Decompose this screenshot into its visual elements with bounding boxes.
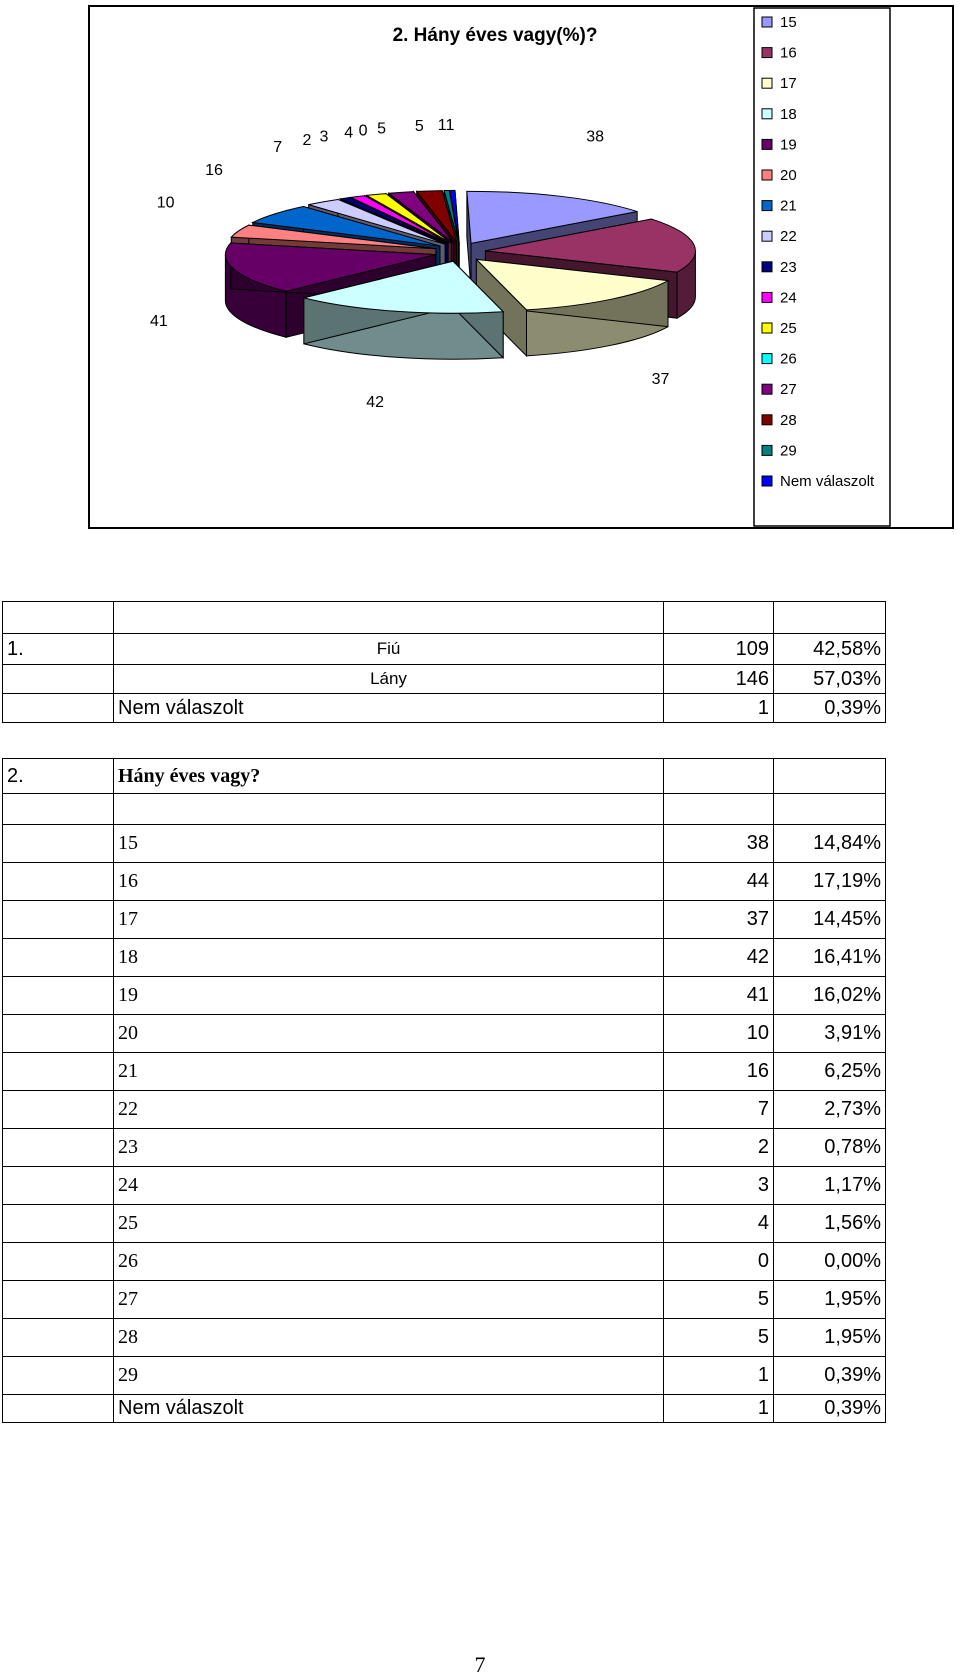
pie-data-label: 41	[149, 312, 168, 330]
legend-label: 29	[780, 442, 797, 460]
legend-swatch	[762, 17, 772, 27]
answer-percent: 42,58%	[774, 634, 886, 665]
table-row	[3, 939, 886, 977]
age-count: 4	[664, 1205, 774, 1243]
answer-count: 146	[664, 665, 774, 694]
age-percent: 1,95%	[774, 1281, 886, 1319]
age-count: 37	[664, 901, 774, 939]
age-count: 7	[664, 1091, 774, 1129]
legend-swatch	[762, 323, 772, 333]
age-count: 44	[664, 863, 774, 901]
legend-swatch	[762, 231, 772, 241]
legend-swatch	[762, 262, 772, 272]
page-number: 7	[474, 1652, 486, 1677]
pie-data-label: 7	[273, 138, 283, 156]
age-label: 24	[114, 1167, 664, 1205]
age-percent: 16,02%	[774, 977, 886, 1015]
table-row	[3, 694, 886, 723]
row-spacer	[3, 1319, 114, 1357]
legend-label: 18	[780, 105, 797, 123]
age-label: 20	[114, 1015, 664, 1053]
legend-swatch	[762, 445, 772, 455]
age-count: 38	[664, 825, 774, 863]
age-label: 16	[114, 863, 664, 901]
pie-data-label: 37	[651, 371, 670, 389]
age-percent: 2,73%	[774, 1091, 886, 1129]
legend-swatch	[762, 476, 772, 486]
row-spacer	[3, 1205, 114, 1243]
table-row	[3, 977, 886, 1015]
legend-label: 23	[780, 258, 797, 276]
legend-swatch	[762, 139, 772, 149]
age-count: 41	[664, 977, 774, 1015]
question-title: Hány éves vagy?	[114, 759, 664, 794]
table-header-row	[3, 759, 886, 794]
age-label: 26	[114, 1243, 664, 1281]
age-label: 27	[114, 1281, 664, 1319]
gender-table	[2, 601, 886, 723]
table-row	[3, 1129, 886, 1167]
legend-swatch	[762, 354, 772, 364]
legend-swatch	[762, 384, 772, 394]
age-count: 42	[664, 939, 774, 977]
table-row	[3, 1091, 886, 1129]
legend-swatch	[762, 78, 772, 88]
table-row	[3, 1015, 886, 1053]
age-label: 17	[114, 901, 664, 939]
age-percent: 0,39%	[774, 1395, 886, 1423]
legend-swatch	[762, 48, 772, 58]
age-count: 5	[664, 1319, 774, 1357]
pie-data-label: 10	[156, 194, 175, 212]
age-label: 21	[114, 1053, 664, 1091]
age-percent: 14,84%	[774, 825, 886, 863]
row-spacer	[3, 1281, 114, 1319]
legend-label: 21	[780, 197, 797, 215]
row-spacer	[3, 1053, 114, 1091]
age-percent: 14,45%	[774, 901, 886, 939]
age-count: 0	[664, 1243, 774, 1281]
legend-label: 27	[780, 381, 797, 399]
age-table	[2, 758, 886, 1423]
table-row	[3, 1243, 886, 1281]
row-spacer	[3, 901, 114, 939]
row-spacer	[3, 977, 114, 1015]
answer-label: Nem válaszolt	[114, 694, 664, 723]
table-row	[3, 1053, 886, 1091]
age-percent: 16,41%	[774, 939, 886, 977]
legend-label: 17	[780, 75, 797, 93]
age-label: 19	[114, 977, 664, 1015]
pie-data-label: 0	[358, 122, 368, 140]
row-spacer	[3, 1357, 114, 1395]
table-row	[3, 863, 886, 901]
table-row	[3, 665, 886, 694]
legend-label: Nem válaszolt	[780, 473, 875, 490]
pie-data-label: 42	[366, 394, 385, 412]
table-row	[3, 634, 886, 665]
row-spacer	[3, 1015, 114, 1053]
age-count: 16	[664, 1053, 774, 1091]
table-row	[3, 1205, 886, 1243]
row-spacer	[3, 1129, 114, 1167]
legend-swatch	[762, 415, 772, 425]
table-header-row	[3, 602, 886, 634]
row-spacer	[3, 939, 114, 977]
age-count: 5	[664, 1281, 774, 1319]
question-number: 1.	[3, 634, 114, 665]
pie-chart	[88, 5, 954, 529]
pie-data-label: 5	[377, 120, 387, 138]
age-label: 15	[114, 825, 664, 863]
row-spacer	[3, 1167, 114, 1205]
pie-data-label: 38	[586, 128, 605, 146]
age-count: 2	[664, 1129, 774, 1167]
row-spacer	[3, 1395, 114, 1423]
pie-data-label: 2	[302, 131, 312, 149]
age-percent: 1,56%	[774, 1205, 886, 1243]
pie-chart-svg	[90, 7, 952, 527]
table-row	[3, 1167, 886, 1205]
legend-label: 26	[780, 350, 797, 368]
pie-data-label: 1	[445, 116, 455, 134]
answer-count: 109	[664, 634, 774, 665]
age-label: 18	[114, 939, 664, 977]
age-label: 28	[114, 1319, 664, 1357]
legend-swatch	[762, 109, 772, 119]
row-spacer	[3, 1091, 114, 1129]
legend-swatch	[762, 292, 772, 302]
age-label: 23	[114, 1129, 664, 1167]
question-number	[3, 694, 114, 723]
age-percent: 0,39%	[774, 1357, 886, 1395]
age-label: Nem válaszolt	[114, 1395, 664, 1423]
table-row	[3, 1281, 886, 1319]
legend-label: 16	[780, 44, 797, 62]
legend-label: 28	[780, 411, 797, 429]
age-count: 1	[664, 1357, 774, 1395]
age-count: 3	[664, 1167, 774, 1205]
table-row	[3, 825, 886, 863]
legend-label: 25	[780, 320, 797, 337]
age-percent: 17,19%	[774, 863, 886, 901]
age-count: 10	[664, 1015, 774, 1053]
question-number	[3, 665, 114, 694]
legend-frame	[754, 8, 890, 526]
legend-label: 15	[780, 14, 797, 31]
row-spacer	[3, 863, 114, 901]
legend-swatch	[762, 201, 772, 211]
age-percent: 0,78%	[774, 1129, 886, 1167]
age-percent: 1,17%	[774, 1167, 886, 1205]
legend-label: 24	[780, 289, 797, 307]
pie-data-label: 1	[437, 117, 447, 135]
answer-percent: 0,39%	[774, 694, 886, 723]
table-row	[3, 1395, 886, 1423]
pie-data-label: 4	[344, 124, 354, 142]
pie-data-label: 3	[319, 128, 329, 146]
age-percent: 3,91%	[774, 1015, 886, 1053]
answer-label: Lány	[114, 665, 664, 694]
legend-swatch	[762, 170, 772, 180]
legend-label: 19	[780, 136, 797, 154]
age-label: 29	[114, 1357, 664, 1395]
answer-count: 1	[664, 694, 774, 723]
age-percent: 0,00%	[774, 1243, 886, 1281]
legend-label: 22	[780, 228, 797, 246]
row-spacer	[3, 1243, 114, 1281]
chart-legend	[754, 8, 890, 526]
age-percent: 1,95%	[774, 1319, 886, 1357]
pie-data-label: 5	[414, 117, 424, 135]
age-label: 25	[114, 1205, 664, 1243]
answer-percent: 57,03%	[774, 665, 886, 694]
legend-label: 20	[780, 167, 797, 184]
table-row	[3, 901, 886, 939]
age-percent: 6,25%	[774, 1053, 886, 1091]
row-spacer	[3, 825, 114, 863]
chart-title: 2. Hány éves vagy(%)?	[392, 25, 598, 46]
age-label: 22	[114, 1091, 664, 1129]
age-count: 1	[664, 1395, 774, 1423]
pie-data-label: 16	[205, 161, 223, 179]
table-row	[3, 1319, 886, 1357]
answer-label: Fiú	[114, 634, 664, 665]
question-number: 2.	[3, 759, 114, 794]
table-row	[3, 1357, 886, 1395]
table-blank-row	[3, 794, 886, 825]
